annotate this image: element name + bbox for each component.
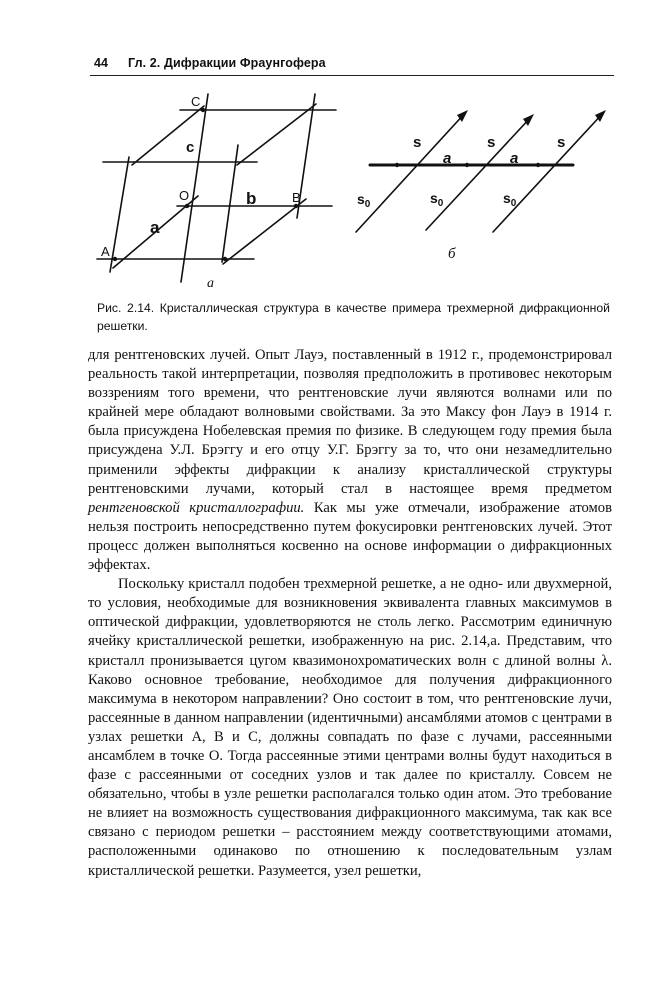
paragraph-2: Поскольку кристалл подобен трехмерной решетке, а не одно- или двухмерной, то условия, необходимые для возникновения эквивалента главных максимумов в оптической дифракции, удовлетворяются не столь легко. Рассмотрим единичную ячейку кристаллической решетки, изображенную на рис. 2.14,а. Представим, что кристалл пронизывается цугом квазимонохроматических волн с длиной волны λ. Каково основное требование, необходимое для получения дифракционного максимума в некотором направлении? Оно состоит в том, что рентгеновские лучи, рассеянные в данном направлении (идентичными) ансамблями атомов с центрами в узлах решетки А, В и С, должны совпадать по фазе с лучами, рассеянными ансамблем в точке О. Тогда рассеянные этими центрами волны будут находиться в фазе с рассеянными от соседних узлов и так далее по кристаллу. Совсем не обязательно, чтобы в узле решетки располагался только один атом. Это требование не влияет на возможность существования дифракционного максимума, так как все связано с периодом решетки – расстоянием между соответствующими атомами, расположенными одинаково по отношению к последовательным узлам кристаллической решетки. Разумеется, узел решетки, bbox=[88, 576, 612, 879]
caption-text: Кристаллическая структура в качестве примера трехмерной дифракционной решетки. bbox=[97, 301, 610, 333]
label-c: c bbox=[186, 139, 195, 156]
sublabel-b: б bbox=[448, 246, 456, 262]
label-s0-2: $s_0$ bbox=[430, 190, 444, 209]
lattice-nodes bbox=[113, 108, 540, 261]
lattice-diagram bbox=[97, 94, 336, 282]
running-title: Гл. 2. Дифракции Фраунгофера bbox=[128, 56, 326, 70]
label-O: O bbox=[179, 188, 190, 203]
caption-label: Рис. 2.14. bbox=[97, 301, 155, 315]
label-s0-1: $s_0$ bbox=[357, 191, 371, 210]
scattering-diagram bbox=[356, 112, 604, 232]
body-text bbox=[88, 346, 612, 881]
label-B: B bbox=[292, 190, 301, 205]
label-C: C bbox=[191, 94, 201, 109]
label-s-2: s bbox=[487, 134, 496, 151]
arrowheads bbox=[457, 110, 606, 126]
label-period-a-2: a bbox=[510, 150, 519, 167]
page-number: 44 bbox=[94, 56, 109, 70]
label-s0-3: $s_0$ bbox=[503, 190, 517, 209]
term-x-ray-crystallography: рентгеновской кристаллографии. bbox=[88, 499, 305, 516]
paragraph-1: для рентгеновских лучей. Опыт Лауэ, поставленный в 1912 г., продемонстрировал реальность такой интерпретации, позволяя предположить в противовес некоторым воззрениям того времени, что рентгеновские лучи являются волнами или по крайней мере обладают волновыми свойствами. За это Максу фон Лауэ в 1914 г. была присуждена Нобелевская премия по физике. В следующем году премия была присуждена У.Л. Брэггу и его отцу У.Г. Брэггу за то, что они незамедлительно применили эффекты дифракции к анализу кристаллической структуры рентгеновскими лучами, который стал в настоящее время предметом рентгеновской кристаллографии. Как мы уже отмечали, изображение атомов нельзя построить непосредственно путем фокусировки рентгеновских лучей. Этот процесс должен выполняться косвенно на основе информации о дифракционных эффектах. bbox=[88, 347, 612, 574]
figure-caption bbox=[97, 299, 610, 335]
label-A: A bbox=[101, 244, 110, 259]
label-s-3: s bbox=[557, 134, 566, 151]
label-period-a-1: a bbox=[443, 150, 452, 167]
sublabel-a: a bbox=[207, 276, 214, 291]
label-b: b bbox=[246, 189, 257, 208]
label-s-1: s bbox=[413, 134, 422, 151]
figure-2-14 bbox=[0, 0, 650, 300]
label-a: a bbox=[150, 218, 160, 237]
